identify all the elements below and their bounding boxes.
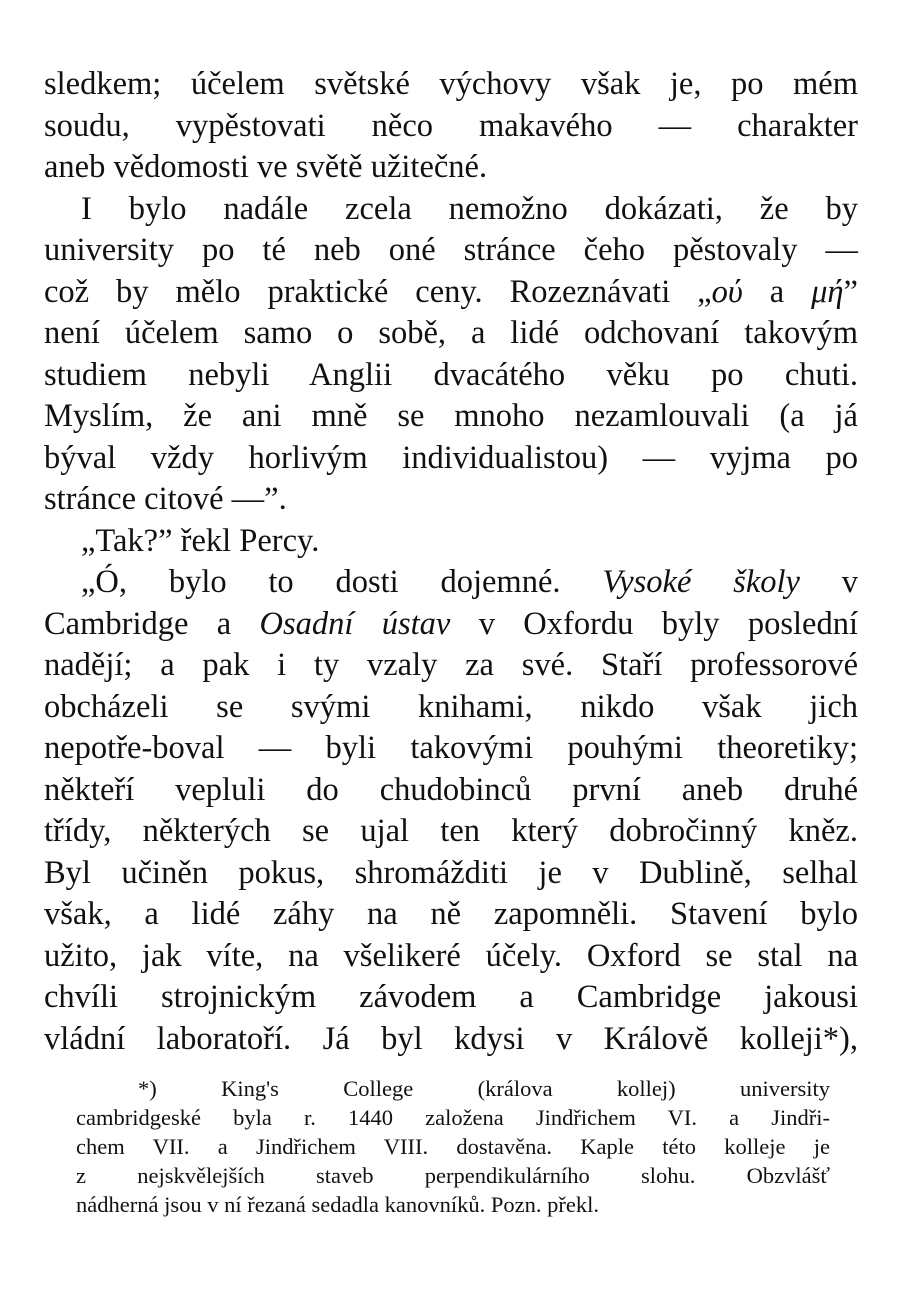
text-line: nadějí; a pak i ty vzaly za své. Staří professorové: [44, 647, 858, 683]
text-line: nepotře-boval — byli takovými pouhými theoretiky;: [44, 730, 858, 766]
text-line: užito, jak víte, na všelikeré účely. Oxford se stal na: [44, 937, 858, 974]
text-line: někteří vepluli do chudobinců první aneb druhé: [44, 771, 858, 808]
paragraph-2: [44, 189, 858, 521]
greek-word: ού: [711, 273, 743, 310]
main-text: [44, 64, 858, 1060]
text-line: třídy, některých se ujal ten který dobročinný kněz.: [44, 813, 858, 849]
paragraph-3: [44, 521, 858, 563]
text-line: vládní laboratoří. Já byl kdysi v Královĕ kolleji*),: [44, 1020, 858, 1057]
text-line: [44, 604, 858, 646]
text-segment: a: [742, 273, 812, 310]
text-line: university po té neb oné stránce čeho pěstovaly —: [44, 232, 858, 268]
footnote-line: nádherná jsou v ní řezaná sedadla kanovníků. Pozn. překl.: [76, 1192, 599, 1217]
footnote-line: z nejskvělejších staveb perpendikulárního slohu. Obzvlášť: [76, 1163, 830, 1188]
text-line: obcházeli se svými knihami, nikdo však jich: [44, 688, 858, 725]
text-segment: což by mělo praktické ceny. Rozeznávati „: [44, 273, 712, 310]
text-segment: ”: [843, 273, 858, 310]
footnote-line: cambridgeské byla r. 1440 založena Jindřichem VI. a Jindři-: [76, 1105, 830, 1130]
text-line: I bylo nadále zcela nemožno dokázati, že by: [81, 190, 858, 227]
text-line: studiem nebyli Anglii dvacátého věku po chuti.: [44, 356, 858, 393]
text-line: [44, 272, 858, 314]
text-line: aneb vědomosti ve světě užitečné.: [44, 149, 488, 185]
footnote: [44, 1074, 830, 1219]
greek-word: μή: [811, 273, 844, 310]
text-segment: v: [799, 564, 859, 600]
text-line: však, a lidé záhy na ně zapomněli. Stavení bylo: [44, 896, 858, 932]
italic-title: Osadní ústav: [259, 605, 451, 642]
paragraph-4: [44, 562, 858, 1060]
paragraph-1: [44, 64, 858, 189]
text-line: [44, 562, 858, 604]
text-line: Byl učiněn pokus, shromážditi je v Dublině, selhal: [44, 854, 858, 891]
text-line: chvíli strojnickým závodem a Cambridge jakousi: [44, 979, 858, 1015]
text-line: „Tak?” řekl Percy.: [81, 522, 320, 559]
text-line: Myslím, že ani mně se mnoho nezamlouvali (a já: [44, 398, 858, 434]
text-segment: Cambridge a: [44, 605, 260, 642]
footnote-line: *) King's College (králova kollej) university: [138, 1076, 830, 1101]
text-line: soudu, vypěstovati něco makavého — charakter: [44, 107, 858, 144]
text-line: býval vždy horlivým individualistou) — vyjma po: [44, 439, 858, 476]
italic-title: Vysoké školy: [602, 564, 800, 600]
text-segment: „Ó, bylo to dosti dojemné.: [81, 564, 603, 600]
text-line: stránce citové —”.: [44, 481, 287, 517]
text-segment: v Oxfordu byly poslední: [450, 605, 858, 642]
text-line: není účelem samo o sobě, a lidé odchovaní takovým: [44, 315, 858, 351]
footnote-line: chem VII. a Jindřichem VIII. dostavěna. Kaple této kolleje je: [76, 1134, 830, 1159]
book-page: [44, 64, 858, 1219]
text-line: sledkem; účelem světské výchovy však je, po mém: [44, 66, 858, 102]
